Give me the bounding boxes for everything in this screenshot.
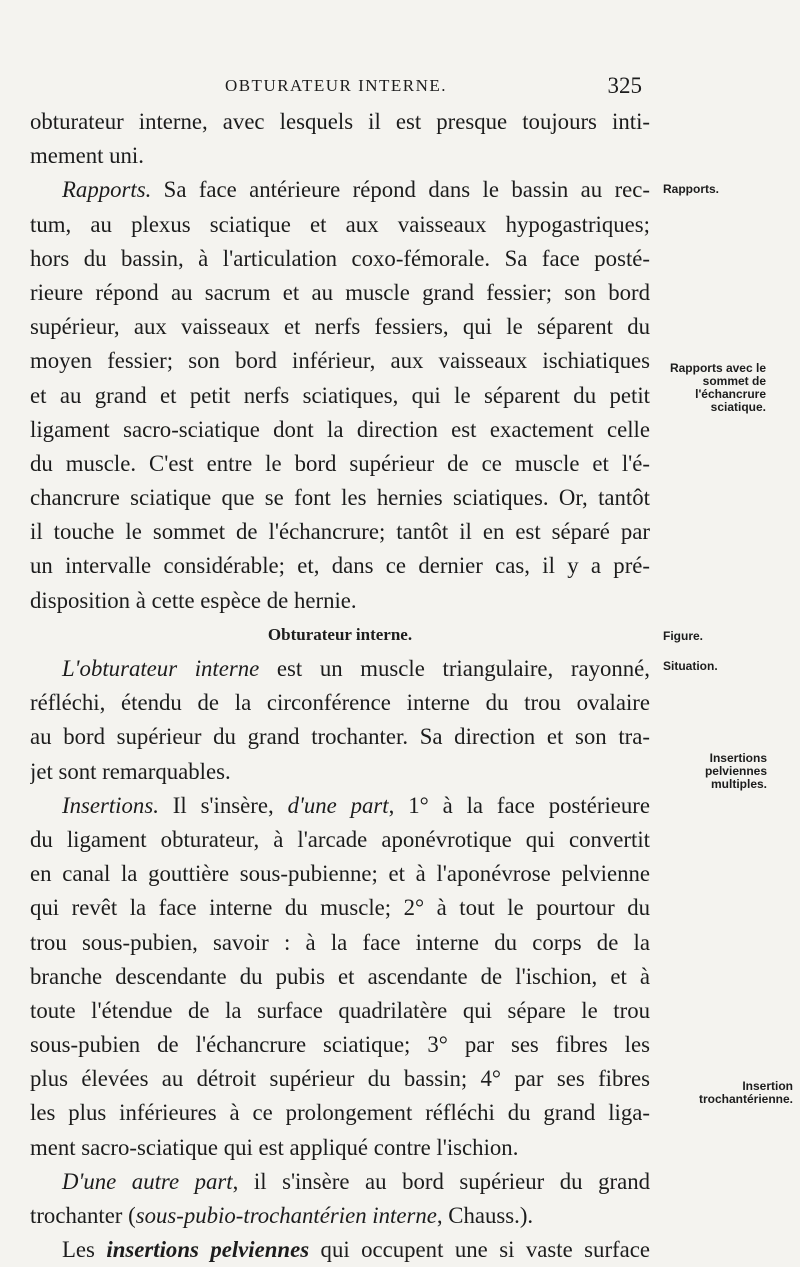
text-line: Les insertions pelviennes qui occupent une si vaste surface [62,1237,650,1263]
text-line: Insertions. Il s'insère, d'une part, 1° à la face postérieure [62,792,650,818]
text-line: réfléchi, étendu de la circonférence interne du trou ovalaire [30,690,650,716]
text-line: ligament sacro-sciatique dont la direction est exactement celle [30,416,650,442]
margin-note-rapports: Rapports. [663,182,720,196]
text-line: un intervalle considérable; et, dans ce dernier cas, il y a pré- [30,553,650,579]
text-line: Rapports. Sa face antérieure répond dans le bassin au rec- [62,177,650,203]
text-line: supérieur, aux vaisseaux et nerfs fessiers, qui le séparent du [30,314,650,340]
main-text [30,105,650,1267]
text-line: toute l'étendue de la surface quadrilatère qui sépare le trou [30,997,650,1023]
text-line: tum, au plexus sciatique et aux vaisseaux hypogastriques; [30,211,650,237]
text-line: jet sont remarquables. [30,758,231,784]
margin-note-insertions-pelviennes: Insertions pelviennes multiples. [704,751,767,791]
text-line: et au grand et petit nerfs sciatiques, qui le séparent du petit [30,382,650,408]
text-line: au bord supérieur du grand trochanter. Sa direction et son tra- [30,724,650,750]
text-line: sous-pubien de l'échancrure sciatique; 3° par ses fibres les [30,1032,650,1058]
text-line: obturateur interne, avec lesquels il est presque toujours inti- [30,109,650,134]
text-line: plus élevées au détroit supérieur du bassin; 4° par ses fibres [30,1066,650,1092]
section-label-insertions: Insertions. [62,792,159,818]
page-header [30,73,642,102]
text-line: en canal la gouttière sous-pubienne; et à l'aponévrose pelvienne [30,861,650,887]
text-line: du ligament obturateur, à l'arcade aponévrotique qui convertit [30,826,650,852]
text-line: ment sacro-sciatique qui est appliqué contre l'ischion. [30,1134,519,1160]
text-line: les plus inférieures à ce prolongement réfléchi du grand liga- [30,1100,650,1126]
margin-note-insertion-trochanterienne: Insertion trochantérienne. [698,1079,793,1106]
text-line: trou sous-pubien, savoir : à la face interne du corps de la [30,929,650,955]
text-line: rieure répond au sacrum et au muscle grand fessier; son bord [30,279,650,305]
text-line: disposition à cette espèce de hernie. [30,587,357,613]
text-line: du muscle. C'est entre le bord supérieur de ce muscle et l'é- [30,450,650,476]
text-line: il touche le sommet de l'échancrure; tantôt il en est séparé par [30,519,650,545]
margin-note-figure: Figure. [663,629,704,643]
margin-note-situation: Situation. [663,659,718,673]
section-heading: Obturateur interne. [267,624,413,644]
text-line: hors du bassin, à l'articulation coxo-fémorale. Sa face posté- [30,245,650,271]
running-title: OBTURATEUR INTERNE. [224,76,448,95]
margin-note-rapports-avec: Rapports avec le sommet de l'échancrure sciatique. [669,361,766,414]
page-number: 325 [607,73,642,98]
text-line: L'obturateur interne est un muscle triangulaire, rayonné, [62,656,650,681]
text-line: trochanter (sous-pubio-trochantérien interne, Chauss.). [30,1203,534,1228]
text-line: branche descendante du pubis et ascendante de l'ischion, et à [30,963,650,989]
section-label-rapports: Rapports. [62,177,152,203]
text-line: chancrure sciatique que se font les hernies sciatiques. Or, tantôt [30,485,650,511]
text-line: qui revêt la face interne du muscle; 2° à tout le pourtour du [30,895,650,921]
text-line: mement uni. [30,143,144,169]
text-line: D'une autre part, il s'insère au bord supérieur du grand [62,1168,650,1194]
text-line: moyen fessier; son bord inférieur, aux vaisseaux ischiatiques [30,348,650,374]
